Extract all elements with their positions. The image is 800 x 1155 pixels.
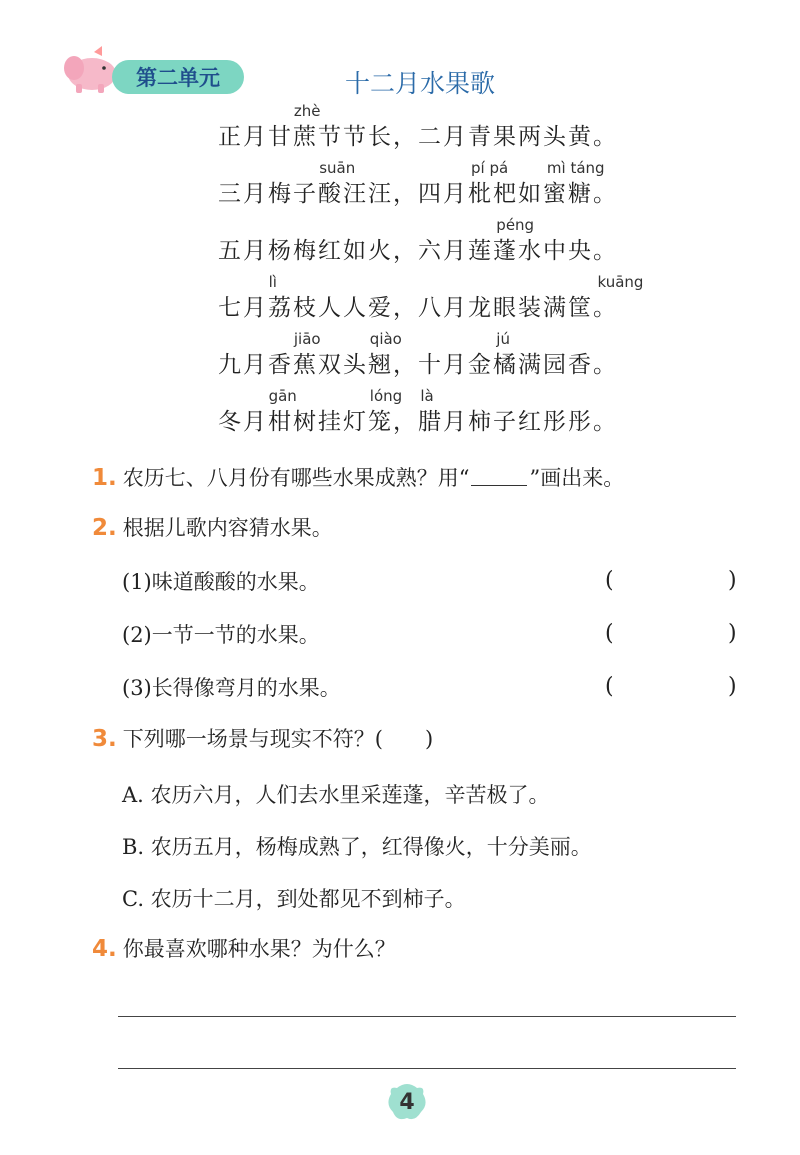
poem-line-text: 冬月柑树挂灯笼，腊月柿子红彤彤。 [218, 409, 618, 435]
pinyin-annotation: jú [496, 330, 510, 348]
poem-line-text: 三月梅子酸汪汪，四月枇杷如蜜糖。 [218, 181, 618, 207]
pinyin-annotation: lóng [369, 387, 403, 405]
page-number: 4 [399, 1089, 415, 1115]
answer-line[interactable] [118, 1068, 736, 1069]
question-2-item-3: (3)长得像弯月的水果。 [122, 676, 341, 700]
question-2-item-2: (2)一节一节的水果。 [122, 623, 320, 647]
question-1 [92, 462, 624, 492]
poem-line [218, 157, 658, 214]
poem-line [218, 214, 658, 271]
option-a: A. 农历六月，人们去水里采莲蓬，辛苦极了。 [122, 783, 550, 807]
underline-sample [471, 485, 527, 486]
pinyin-annotation: suān [319, 159, 356, 177]
answer-paren-close: ) [728, 674, 737, 699]
page-number-badge [385, 1082, 429, 1122]
pinyin-annotation: mì táng [546, 159, 605, 177]
poem-line [218, 271, 658, 328]
pinyin-annotation: jiāo [293, 330, 321, 348]
answer-paren-close: ) [728, 568, 737, 593]
pinyin-annotation: lì [268, 273, 277, 291]
answer-line[interactable] [118, 1016, 736, 1017]
option-c: C. 农历十二月，到处都见不到柿子。 [122, 887, 466, 911]
question-1-text-before: 农历七、八月份有哪些水果成熟？用“ [122, 466, 470, 490]
pinyin-annotation: gān [268, 387, 297, 405]
question-number: 1. [92, 465, 117, 491]
question-4-text: 你最喜欢哪种水果？为什么？ [122, 937, 396, 961]
unit-badge: 第二单元 [112, 60, 244, 94]
poem-line [218, 100, 658, 157]
question-number: 3. [92, 726, 117, 752]
pinyin-annotation: qiào [369, 330, 402, 348]
poem-line-text: 五月杨梅红如火，六月莲蓬水中央。 [218, 238, 618, 264]
poem-line [218, 328, 658, 385]
answer-paren-open[interactable]: ( [605, 568, 614, 593]
pinyin-annotation: là [420, 387, 434, 405]
question-3 [92, 723, 433, 753]
question-number: 4. [92, 936, 117, 962]
question-number: 2. [92, 515, 117, 541]
question-4 [92, 933, 396, 963]
answer-paren-close: ) [728, 621, 737, 646]
poem-line [218, 385, 658, 442]
option-b: B. 农历五月，杨梅成熟了，红得像火，十分美丽。 [122, 835, 592, 859]
pinyin-annotation: kuāng [597, 273, 644, 291]
question-2-item-1: (1)味道酸酸的水果。 [122, 570, 320, 594]
question-2 [92, 512, 333, 542]
poem-line-text: 正月甘蔗节节长，二月青果两头黄。 [218, 124, 618, 150]
pinyin-annotation: zhè [293, 102, 321, 120]
poem-line-text: 七月荔枝人人爱，八月龙眼装满筐。 [218, 295, 618, 321]
answer-paren-open[interactable]: ( [605, 674, 614, 699]
pinyin-annotation: péng [496, 216, 535, 234]
poem [218, 100, 658, 442]
question-2-text: 根据儿歌内容猜水果。 [122, 516, 333, 540]
poem-line-text: 九月香蕉双头翘，十月金橘满园香。 [218, 352, 618, 378]
question-3-text: 下列哪一场景与现实不符？( ) [122, 727, 434, 751]
question-1-text-after: ”画出来。 [529, 466, 625, 490]
answer-paren-open[interactable]: ( [605, 621, 614, 646]
poem-title: 十二月水果歌 [344, 69, 495, 98]
pinyin-annotation: pí pá [471, 159, 509, 177]
